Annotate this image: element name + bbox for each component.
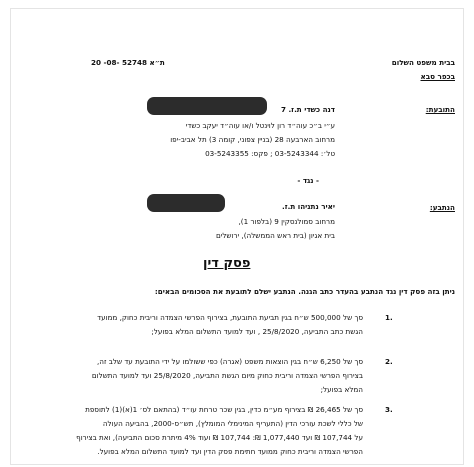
defendant-line: מרחוב סמולנסקין 9 (בלפור 1), bbox=[238, 217, 335, 226]
item-line: הגשת כתב התביעה, 25/8/2020 , ועד למועד התשלום המלא בפועל; bbox=[151, 327, 363, 336]
case-number: ת״א 52748 -08- 20 bbox=[91, 58, 165, 67]
item-line: סך של 500,000 ש״ח בגין תביעת התובעת, בצירוף הפרשי הצמדה וריבית כחוק, ממועד bbox=[97, 313, 363, 322]
plaintiff-line: טל׳: 03-5243344 ; פקס: 03-5243355 bbox=[205, 149, 335, 158]
item-number: 1. bbox=[385, 313, 393, 322]
item-number: 3. bbox=[385, 405, 393, 414]
plaintiff-line: מרחוב הארבעה 28 (בניין צפוני, קומה 3) תל אביב-יפו bbox=[170, 135, 335, 144]
court-name: בבית משפט השלום bbox=[391, 58, 455, 67]
ruling-intro: ניתן בזה פסק דין נגד הנתבע בהעדר כתב הגנה. הנתבע ישלם לתובעת את הסכומים הבאים: bbox=[154, 287, 455, 296]
plaintiff-role-label: התובעת: bbox=[425, 105, 455, 114]
item-line: הפרשי הצמדה וריבית כחוק ממועד חתימת פסק הדין ועד למועד התשלום המלא בפועל. bbox=[97, 447, 363, 456]
defendant-name: יאיר נתניהו ת.ז. bbox=[282, 202, 335, 211]
defendant-line: בית אגיון (בית ראש הממשלה), ירושלים bbox=[215, 231, 335, 240]
court-location: בכפר סבא bbox=[420, 72, 455, 81]
plaintiff-line: ע״י ב״כ עוה״ד רון לוינטל ו/או עוה״ד יעקב כשדי bbox=[185, 121, 335, 130]
versus-separator: - נגד - bbox=[297, 176, 319, 185]
redaction-bar bbox=[147, 97, 267, 115]
plaintiff-name: דנה כשדי ת.ז. 7 bbox=[280, 105, 335, 114]
item-line: בצירוף הפרשי הצמדה וריבית כחוק מיום הגשת התביעה, 25/8/2020 ועד למועד התשלום bbox=[91, 371, 363, 380]
item-line: סך של 26,465 ₪ בצירוף מע״מ כדין, בגין שכר טרחת עו״ד (בהתאם לס׳ 1(א)(1) לתוספת bbox=[85, 405, 363, 414]
document-page bbox=[10, 8, 464, 465]
item-line: המלא בפועל; bbox=[320, 385, 363, 394]
item-line: על 107,744 ₪ ועד 1,077,440 ₪: 107,744 ₪ ועוד 4% מיתרת סכום התביעה), ואת בצירוף bbox=[76, 433, 363, 442]
redaction-bar bbox=[147, 194, 225, 212]
item-line: של כללי לשכת עורכי הדין (התעריף המינימלי המומלץ), תש״ס-2000, בהביעה העולה bbox=[102, 419, 363, 428]
item-number: 2. bbox=[385, 357, 393, 366]
document-title: פסק דין bbox=[203, 256, 251, 271]
defendant-role-label: הנתבע: bbox=[429, 203, 455, 212]
item-line: סך של 6,250 ש״ח בגין הוצאות משפט (אגרה) כפי ששולמו על ידי התובעת עד שלב זה, bbox=[97, 357, 363, 366]
